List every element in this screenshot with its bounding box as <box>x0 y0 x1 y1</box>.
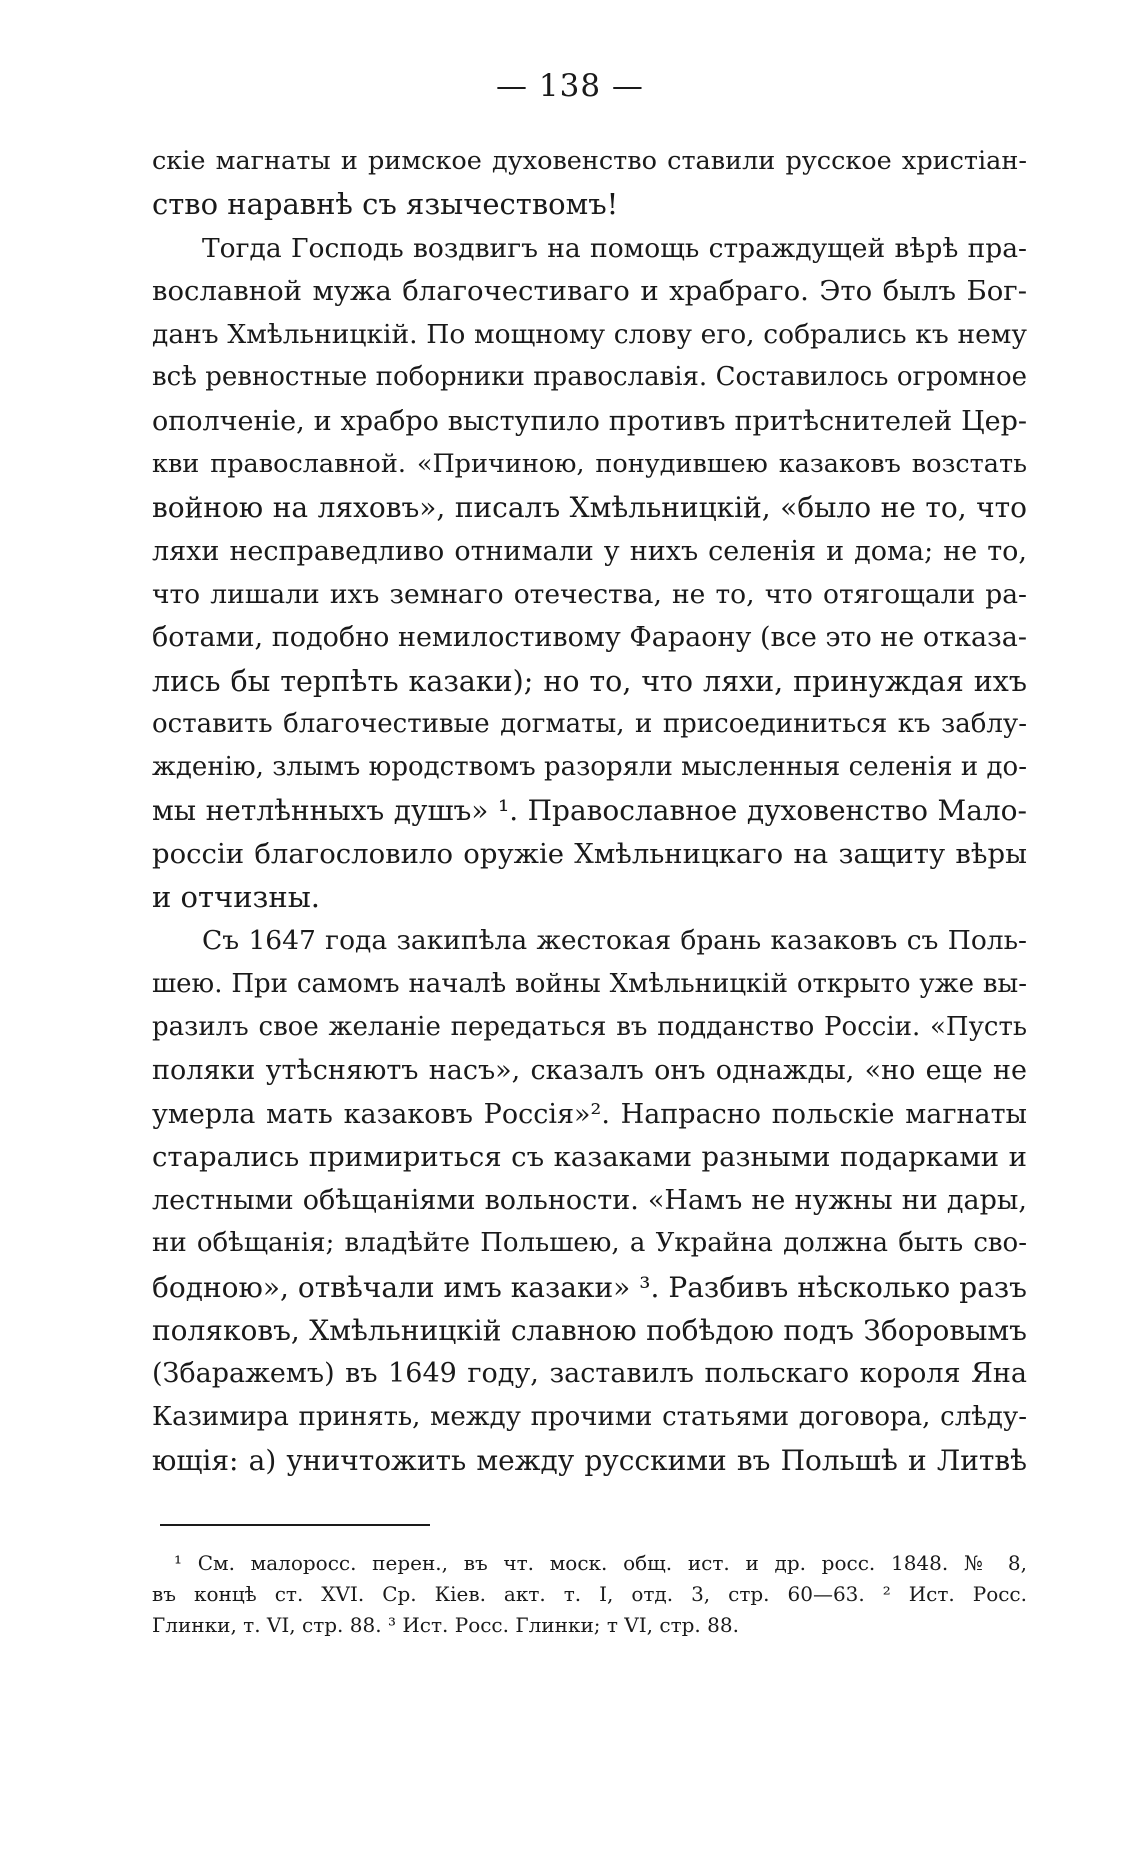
text-line: ополченіе, и храбро выступило противъ притѣснителей Цер- <box>152 405 1027 437</box>
text-line: бодною», отвѣчали имъ казаки» ³. Разбивъ нѣсколько разъ <box>152 1270 1027 1304</box>
text-line: войною на ляховъ», писалъ Хмѣльницкій, «было не то, что <box>152 491 1027 525</box>
text-line: умерла мать казаковъ Россія»². Напрасно польскіе магнаты <box>152 1098 1027 1130</box>
text-line: данъ Хмѣльницкій. По мощному слову его, собрались къ нему <box>152 319 1027 351</box>
footnotes <box>152 1548 1027 1641</box>
text-line: (Збаражемъ) въ 1649 году, заставилъ польскаго короля Яна <box>152 1358 1027 1390</box>
body-text <box>152 140 1027 1482</box>
footnote-line: Глинки, т. VI, стр. 88. ³ Ист. Росс. Глинки; т VI, стр. 88. <box>152 1613 739 1637</box>
text-line: оставить благочестивые догматы, и присоединиться къ заблу- <box>152 708 1027 739</box>
text-line: ни обѣщанія; владѣйте Польшею, а Украйна должна быть сво- <box>152 1228 1027 1259</box>
text-line: лись бы терпѣть казаки); но то, что ляхи, принуждая ихъ <box>152 664 1027 698</box>
page-number: — 138 — <box>496 68 644 104</box>
text-line: вославной мужа благочестиваго и храбраго. Это былъ Бог- <box>152 274 1027 307</box>
text-line: Казимира принять, между прочими статьями договора, слѣду- <box>152 1401 1027 1432</box>
text-line: ляхи несправедливо отнимали у нихъ селенія и дома; не то, <box>152 535 1027 567</box>
text-line: кви православной. «Причиною, понудившею казаковъ возстать <box>152 449 1027 480</box>
text-line: поляки утѣсняютъ насъ», сказалъ онъ однажды, «но еще не <box>152 1055 1027 1087</box>
text-line: скіе магнаты и римское духовенство ставили русское христіан- <box>152 146 1027 176</box>
text-line: всѣ ревностные поборники православія. Составилось огромное <box>152 362 1027 393</box>
text-line: ство наравнѣ съ язычествомъ! <box>152 187 619 222</box>
text-line: шею. При самомъ началѣ войны Хмѣльницкій открыто уже вы- <box>152 968 1027 999</box>
footnote-line: ¹ См. малоросс. перен., въ чт. моск. общ. ист. и др. росс. 1848. № 8, <box>174 1551 1027 1575</box>
text-line: мы нетлѣнныхъ душъ» ¹. Православное духовенство Мало- <box>152 794 1027 828</box>
text-line: жденію, злымъ юродствомъ разоряли мысленныя селенія и до- <box>152 752 1027 783</box>
text-line: и отчизны. <box>152 880 320 915</box>
text-line: ботами, подобно немилостивому Фараону (все это не отказа- <box>152 622 1027 654</box>
text-line: Тогда Господь воздвигъ на помощь страждущей вѣрѣ пра- <box>202 232 1027 264</box>
text-line: что лишали ихъ земнаго отечества, не то, что отягощали ра- <box>152 578 1027 610</box>
text-line: ющія: а) уничтожить между русскими въ Польшѣ и Литвѣ <box>152 1443 1027 1477</box>
text-line: россіи благословило оружіе Хмѣльницкаго на защиту вѣры <box>152 837 1027 870</box>
text-line: поляковъ, Хмѣльницкій славною побѣдою подъ Зборовымъ <box>152 1314 1027 1348</box>
footnote-rule <box>160 1524 430 1526</box>
footnote-line: въ концѣ ст. XVI. Ср. Кіев. акт. т. I, отд. 3, стр. 60—63. ² Ист. Росс. <box>152 1582 1027 1606</box>
text-line: лестными обѣщаніями вольности. «Намъ не нужны ни дары, <box>152 1185 1027 1217</box>
text-line: старались примириться съ казаками разными подарками и <box>152 1140 1027 1173</box>
text-line: Съ 1647 года закипѣла жестокая брань казаковъ съ Поль- <box>202 925 1027 957</box>
text-line: разилъ свое желаніе передаться въ подданство Россіи. «Пусть <box>152 1011 1027 1042</box>
